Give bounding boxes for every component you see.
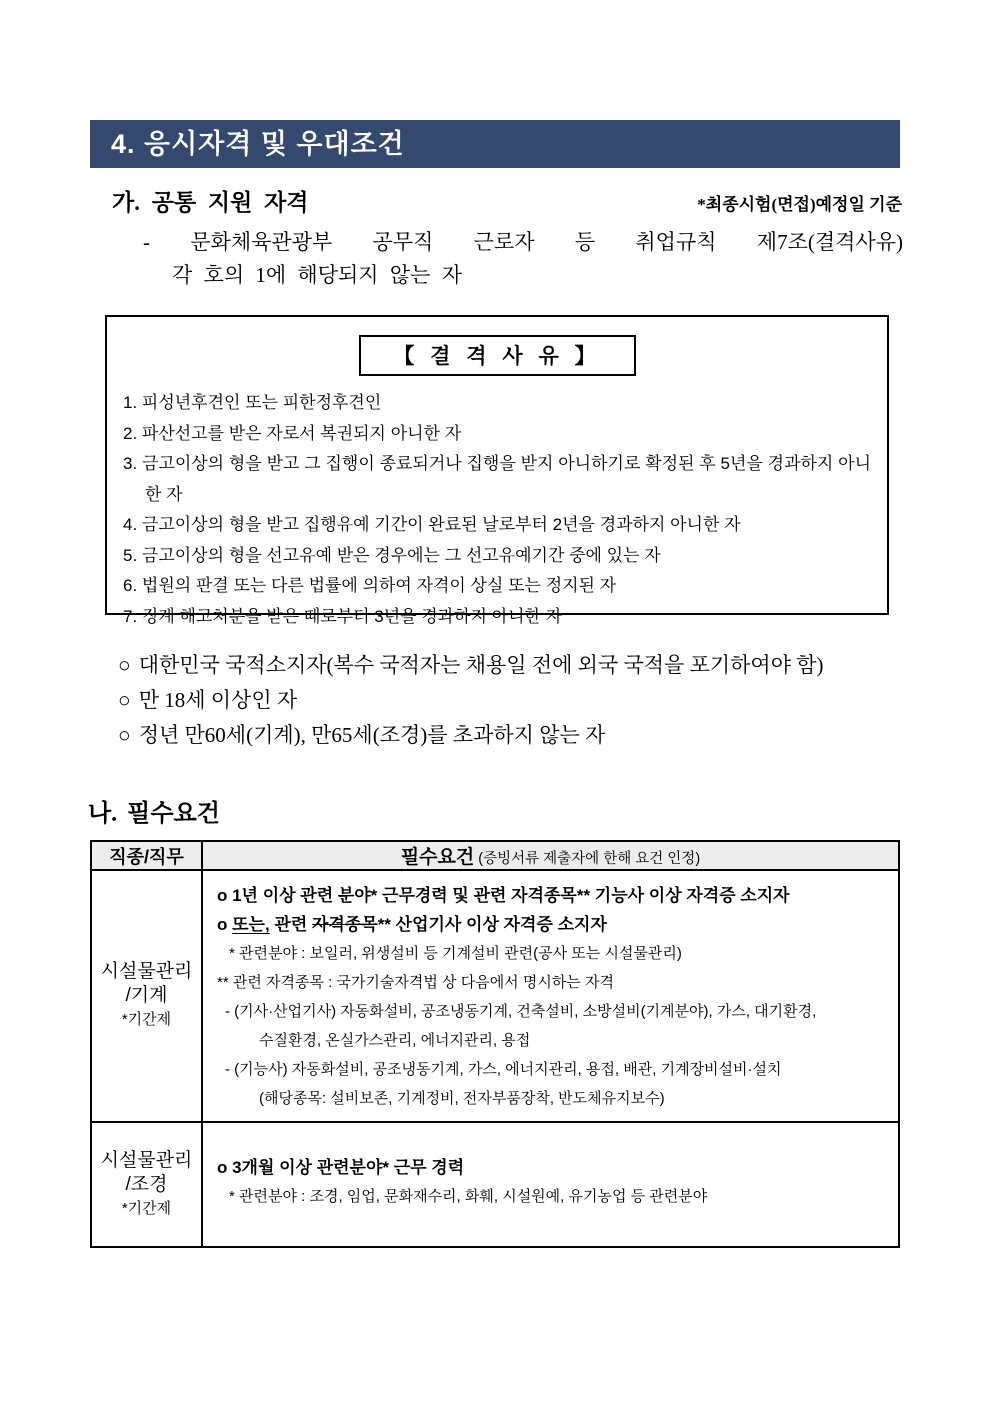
req-line2-underlined: 또는, xyxy=(232,914,270,934)
req-note-related-field: * 관련분야 : 보일러, 위생설비 등 기계설비 관련(공사 또는 시설물관리) xyxy=(229,944,682,962)
circle-bullet-icon: ○ xyxy=(118,688,131,712)
section-title: 4. 응시자격 및 우대조건 xyxy=(111,129,405,159)
req-line-or-certificate xyxy=(213,910,890,939)
job-sub: /조경 xyxy=(125,1173,168,1195)
disqualification-item: 3. 금고이상의 형을 받고 그 집행이 종료되거나 집행을 받지 아니하기로 확정된 후 5년을 경과하지 아니한 자 xyxy=(123,454,871,504)
req-dash-craftsman: - (기능사) 자동화설비, 공조냉동기계, 가스, 에너지관리, 용접, 배관, 기계장비설비·설치 xyxy=(225,1060,782,1078)
paragraph-line-1: - 문화체육관광부 공무직 근로자 등 취업규칙 제7조(결격사유) xyxy=(143,230,903,254)
table-header-job: 직종/직무 xyxy=(91,841,202,870)
job-name: 시설물관리 xyxy=(100,961,193,982)
req-note-related-field: * 관련분야 : 조경, 임업, 문화재수리, 화훼, 시설원예, 유기농업 등 관련분야 xyxy=(229,1187,708,1205)
disqualification-item: 4. 금고이상의 형을 받고 집행유예 기간이 완료된 날로부터 2년을 경과하지 아니한 자 xyxy=(123,515,741,534)
section-b-title: 나. 필수요건 xyxy=(88,801,220,827)
table-header-row xyxy=(91,841,899,870)
disqualification-item: 2. 파산선고를 받은 자로서 복권되지 아니한 자 xyxy=(123,423,462,443)
req-line2-struck: 자격종목 xyxy=(311,914,378,934)
table-row-landscape xyxy=(91,1122,899,1247)
requirements-table xyxy=(90,840,900,1248)
req-line2-mid: 관련 xyxy=(269,914,312,934)
disqualification-item: 1. 피성년후견인 또는 피한정후견인 xyxy=(123,393,382,412)
disqualification-item: 6. 법원의 판결 또는 다른 법률에 의하여 자격이 상실 또는 정지된 자 xyxy=(123,576,617,595)
disqualification-box-title: 【 결 격 사 유 】 xyxy=(359,335,636,376)
disqualification-item: 5. 금고이상의 형을 선고유예 받은 경우에는 그 선고유예기간 중에 있는 자 xyxy=(123,545,661,565)
req-line-experience: o 3개월 이상 관련분야* 근무 경력 xyxy=(217,1157,465,1177)
job-sub: /기계 xyxy=(125,985,168,1006)
req-dash-engineer: - (기사·산업기사) 자동화설비, 공조냉동기계, 건축설비, 소방설비(기계분야), 가스, 대기환경, xyxy=(225,1002,817,1020)
eligibility-bullet-text: 대한민국 국적소지자(복수 국적자는 채용일 전에 외국 국적을 포기하여야 함) xyxy=(138,653,824,677)
job-cell-landscape xyxy=(91,1122,202,1247)
circle-bullet-icon: ○ xyxy=(118,653,131,677)
section-a-heading xyxy=(112,184,902,217)
req-line2-bullet: o xyxy=(217,914,233,934)
req-cell-machine xyxy=(202,870,899,1122)
table-row-machine xyxy=(91,870,899,1122)
exam-date-note: *최종시험(면접)예정일 기준 xyxy=(697,195,902,214)
req-note-certificate-types: ** 관련 자격종목 : 국가기술자격법 상 다음에서 명시하는 자격 xyxy=(217,973,614,991)
eligibility-bullet xyxy=(118,683,904,718)
circle-bullet-icon: ○ xyxy=(118,723,131,747)
req-dash-craftsman-cont: (해당종목: 설비보존, 기계정비, 전자부품장착, 반도체유지보수) xyxy=(259,1089,665,1107)
table-header-requirements xyxy=(202,841,899,870)
req-line2-rest: ** 산업기사 이상 자격증 소지자 xyxy=(377,914,607,934)
disqualification-item: 7. 징계 해고처분을 받은 때로부터 3년을 경과하지 아니한 자 xyxy=(123,606,563,626)
job-cell-machine xyxy=(91,870,202,1122)
eligibility-bullet xyxy=(118,648,904,683)
job-term-note: *기간제 xyxy=(121,1011,172,1028)
common-qualification-paragraph xyxy=(143,226,903,292)
disqualification-box xyxy=(105,315,889,626)
eligibility-bullet-list xyxy=(118,648,904,753)
req-cell-landscape xyxy=(202,1122,899,1247)
job-name: 시설물관리 xyxy=(100,1149,193,1171)
section-title-bar xyxy=(90,120,900,168)
eligibility-bullet-text: 만 18세 이상인 자 xyxy=(138,688,298,712)
section-a-title: 가. 공통 지원 자격 xyxy=(112,190,309,215)
job-term-note: *기간제 xyxy=(121,1199,172,1217)
eligibility-bullet-text: 정년 만60세(기계), 만65세(조경)를 초과하지 않는 자 xyxy=(138,723,606,747)
req-line-experience: o 1년 이상 관련 분야* 근무경력 및 관련 자격종목** 기능사 이상 자격증 소지자 xyxy=(217,885,790,905)
eligibility-bullet xyxy=(118,718,904,753)
req-dash-engineer-cont: 수질환경, 온실가스관리, 에너지관리, 용접 xyxy=(259,1031,531,1049)
table-header-requirements-main: 필수요건 xyxy=(400,847,475,868)
disqualification-list xyxy=(123,388,871,632)
paragraph-line-2: 각 호의 1에 해당되지 않는 자 xyxy=(172,263,462,287)
table-header-requirements-sub: (증빙서류 제출자에 한해 요건 인정) xyxy=(474,851,701,867)
